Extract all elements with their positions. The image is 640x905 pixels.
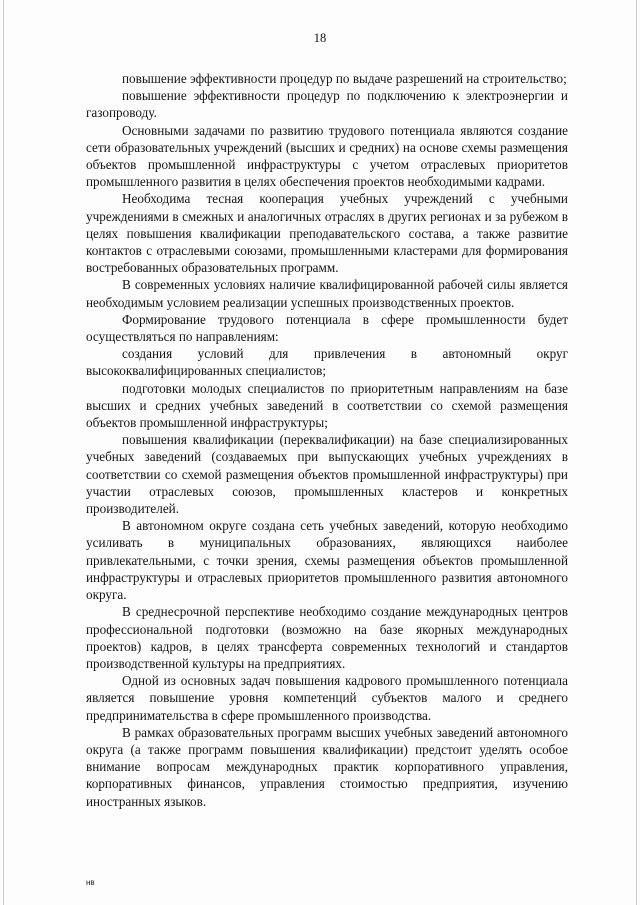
paragraph-requalification: повышения квалификации (переквалификации) на базе специализированных учебных заведений (создаваемых при выпускающих учебных учреждениях в соответствии со схемой размещения объектов промышленной инфраструктуры) при участии отраслевых союзов, промышленных кластеров и конкретных производителей. — [86, 432, 568, 517]
paragraph-attract-specialists: создания условий для привлечения в автономный округ высококвалифицированных специалистов; — [86, 346, 568, 379]
document-body — [86, 70, 568, 810]
paragraph-sme-competencies: Одной из основных задач повышения кадрового промышленного потенциала является повышение уровня компетенций субъектов малого и среднего предпринимательства в сфере промышленного производства. — [86, 673, 568, 723]
paragraph-permits: повышение эффективности процедур по выдаче разрешений на строительство; — [122, 71, 567, 86]
paragraph-main-tasks: Основными задачами по развитию трудового потенциала являются создание сети образовательных учреждений (высших и средних) на основе схемы размещения объектов промышленной инфраструктуры с учетом отраслевых приоритетов промышленного развития в целях обеспечения проектов необходимыми кадрами. — [86, 122, 568, 190]
scan-edge-right — [636, 0, 637, 905]
paragraph-education-programs: В рамках образовательных программ высших учебных заведений автономного округа (а также программ повышения квалификации) предстоит уделять особое внимание вопросам международных практик корпоративного управления, корпоративных финансов, управления стоимостью предприятия, изучению иностранных языков. — [86, 724, 568, 809]
paragraph-education-network: В автономном округе создана сеть учебных заведений, которую необходимо усиливать в муниципальных образованиях, являющихся наиболее привлекательными, с точки зрения, схемы размещения объектов промышленной инфраструктуры и отраслевых приоритетов промышленного развития автономного округа. — [86, 518, 568, 603]
footer-mark: нв — [86, 878, 95, 887]
scan-edge-left — [3, 0, 4, 905]
paragraph-utilities: повышение эффективности процедур по подключению к электроэнергии и газопроводу. — [86, 88, 568, 121]
page-number: 18 — [313, 31, 327, 45]
paragraph-cooperation: Необходима тесная кооперация учебных учреждений с учебными учреждениями в смежных и аналогичных отраслях в других регионах и за рубежом в целях повышения квалификации преподавательского состава, а также развитие контактов с отраслевыми союзами, промышленными кластерами для формирования востребованных образовательных программ. — [86, 191, 568, 276]
paragraph-directions-intro: Формирование трудового потенциала в сфере промышленности будет осуществляться по направлениям: — [86, 311, 568, 345]
paragraph-qualified-workforce: В современных условиях наличие квалифицированной рабочей силы является необходимым условием реализации успешных производственных проектов. — [86, 277, 568, 310]
paragraph-international-centers: В среднесрочной перспективе необходимо создание международных центров профессиональной подготовки (возможно на базе якорных международных проектов) кадров, в целях трансферта современных технологий и стандартов производственной культуры на предприятиях. — [86, 604, 568, 671]
paragraph-young-specialists: подготовки молодых специалистов по приоритетным направлениям на базе высших и средних учебных заведений в соответствии со схемой размещения объектов промышленной инфраструктуры; — [86, 380, 568, 431]
